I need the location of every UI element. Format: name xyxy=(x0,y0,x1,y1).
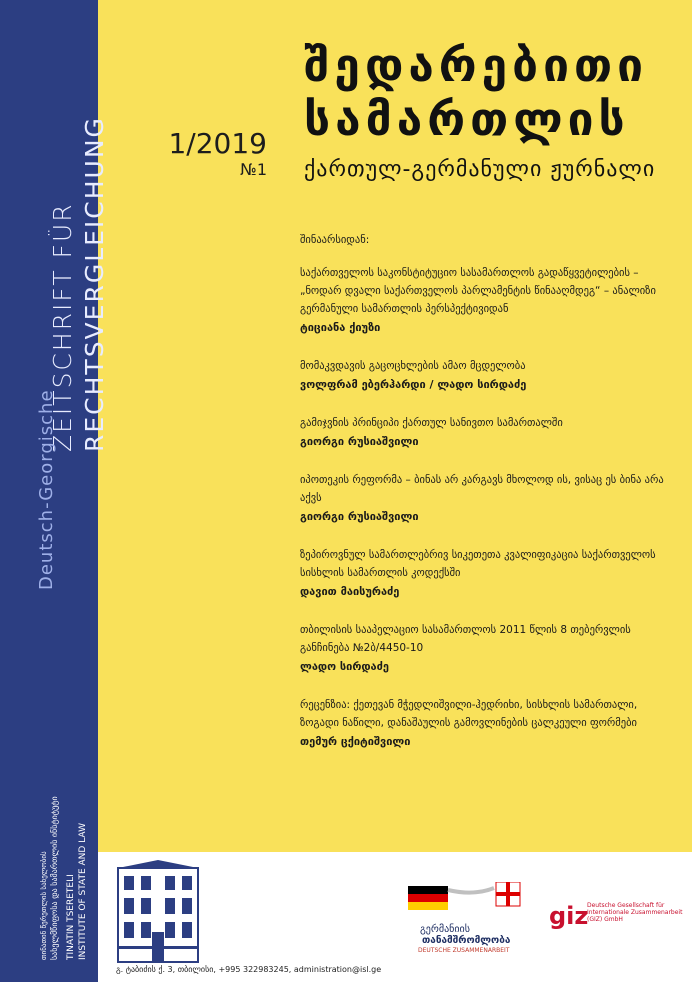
toc-entry-title: თბილისის სააპელაციო სასამართლოს 2011 წლის 8 თებერვლის განჩინება №2ბ/4450-10 xyxy=(300,624,631,654)
journal-subtitle: ქართულ-გერმანული ჟურნალი xyxy=(304,157,656,182)
institute-building-icon xyxy=(116,860,200,964)
toc-entry-author: ვოლფრამ ებერჰარდი / ლადო სირდაძე xyxy=(300,378,527,391)
cover-spine xyxy=(0,0,109,982)
toc-entry-title: მომაკვდავის გაცოცხლების ამაო მცდელობა xyxy=(300,360,526,372)
spine-institute-en-line2: INSTITUTE OF STATE AND LAW xyxy=(78,823,88,960)
toc-entry xyxy=(300,621,670,677)
toc-entry-title: ზეპიროვნულ სამართლებრივ სიკეთეთა კვალიფიკაცია საქართველოს სისხლის სამართლის კოდექსში xyxy=(300,549,656,579)
issue-info xyxy=(168,128,267,179)
journal-title-line2: სამართლის xyxy=(304,92,630,146)
toc-entry-list xyxy=(300,264,670,752)
spine-title-line2: RECHTSVERGLEICHUNG xyxy=(80,116,109,452)
table-of-contents xyxy=(300,234,670,771)
spine-language-pair: Deutsch-Georgische xyxy=(36,389,57,590)
toc-entry xyxy=(300,414,670,452)
journal-title-line1: შედარებითი xyxy=(304,38,649,92)
spine-title-line1: ZEITSCHRIFT FÜR xyxy=(48,202,77,452)
toc-entry-author: თემურ ცქიტიშვილი xyxy=(300,735,411,748)
toc-entry xyxy=(300,696,670,752)
coop-label-line1: გერმანიის xyxy=(420,924,470,935)
spine-institute-en-line1: TINATIN TSERETELI xyxy=(66,874,76,960)
issue-number: 1/2019 xyxy=(168,127,267,160)
toc-entry-title: გამიჯვნის პრინციპი ქართულ სანივთო სამართალში xyxy=(300,417,563,429)
giz-logo: giz xyxy=(549,902,589,930)
cover-footer xyxy=(98,852,692,982)
toc-entry-title: რეცენზია: ქეთევან მჭედლიშვილი-ჰედრიხი, სისხლის სამართალი, ზოგადი ნაწილი, დანაშაულის გამოვლინების ცალკეული ფორმები xyxy=(300,699,638,729)
toc-entry xyxy=(300,546,670,602)
issue-sub-number: №1 xyxy=(240,160,267,179)
toc-entry-author: ტიციანა ქიუზი xyxy=(300,321,381,334)
footer-address: გ. ტაბიძის ქ. 3, თბილისი, +995 322983245, administration@isl.ge xyxy=(116,965,382,974)
spine-institute-ge-line1: თინათინ წერეთლის სახელობის xyxy=(40,851,48,960)
toc-entry xyxy=(300,471,670,527)
giz-description: Deutsche Gesellschaft für Internationale Zusammenarbeit (GIZ) GmbH xyxy=(587,902,683,923)
toc-entry xyxy=(300,357,670,395)
toc-entry-author: გიორგი რუსიაშვილი xyxy=(300,510,419,523)
spine-institute-ge-line2: სახელმწიფოსა და სამართლის ინსტიტუტი xyxy=(50,796,59,960)
toc-entry-title: საქართველოს საკონსტიტუციო სასამართლოს გადაწყვეტილების – „ნოდარ დვალი საქართველოს პარლამენტის წინააღმდეგ“ – ანალიზი გერმანული სამართლის პერსპექტივიდან xyxy=(300,267,656,315)
coop-label-line3: DEUTSCHE ZUSAMMENARBEIT xyxy=(418,947,510,954)
toc-entry xyxy=(300,264,670,338)
toc-heading: შინაარსიდან: xyxy=(300,234,370,246)
coop-label-line2: თანამშრომლობა xyxy=(422,935,511,946)
toc-entry-author: ლადო სირდაძე xyxy=(300,660,390,673)
toc-entry-author: გიორგი რუსიაშვილი xyxy=(300,435,419,448)
toc-entry-title: იპოთეკის რეფორმა – ბინას არ კარგავს მხოლოდ ის, ვისაც ეს ბინა არა აქვს xyxy=(300,474,664,504)
toc-entry-author: დავით მაისურაძე xyxy=(300,585,400,598)
